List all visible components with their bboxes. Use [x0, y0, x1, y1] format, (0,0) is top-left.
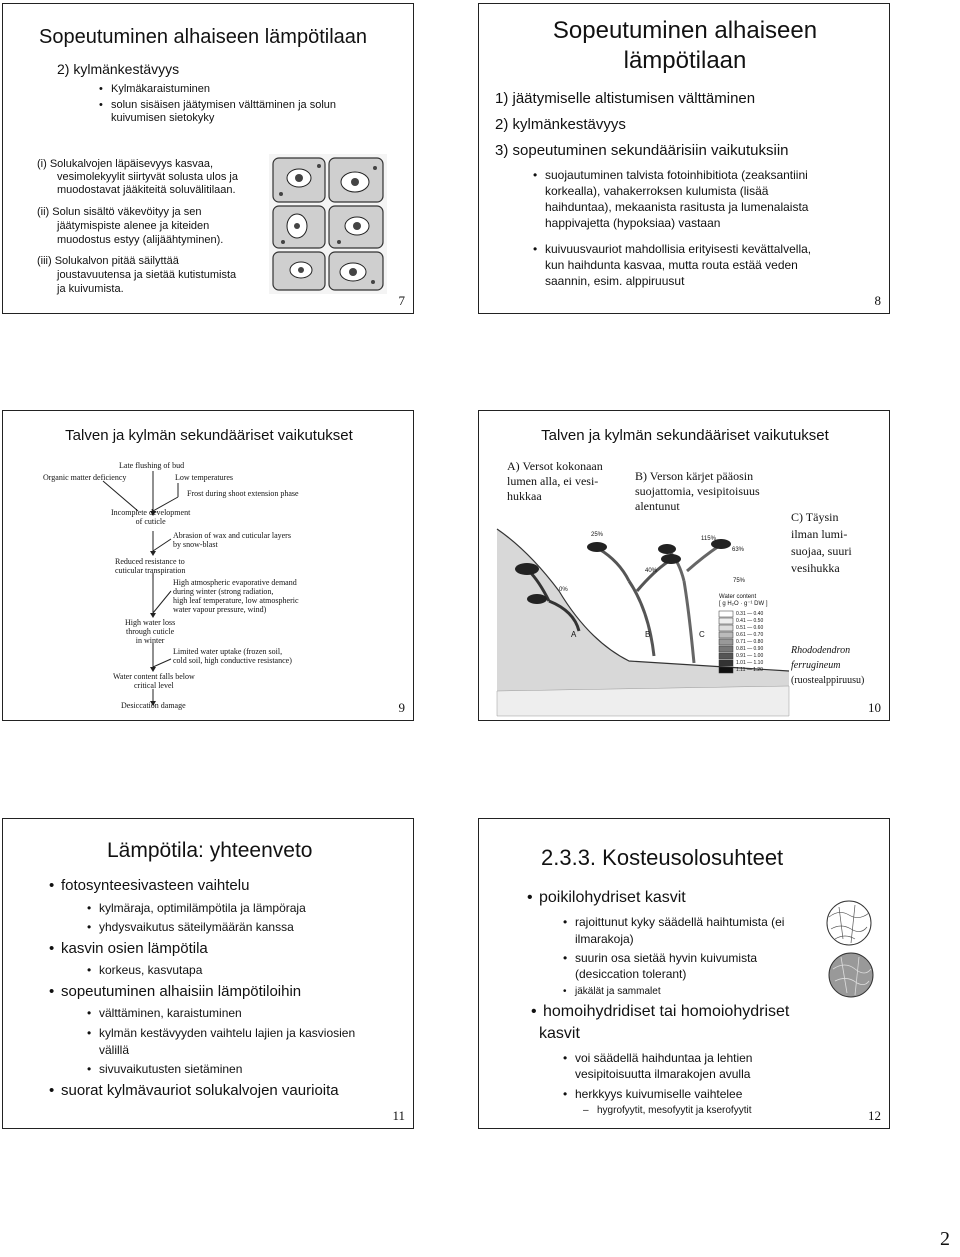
slide-12 [478, 818, 890, 1129]
slide-number: 9 [398, 700, 405, 715]
sub-bullet: • kylmän kestävyyden vaihtelu lajien ja kasviosien [99, 1026, 355, 1040]
flow-node [113, 672, 195, 690]
slide-number: 8 [874, 293, 881, 308]
item-ii: (ii) Solun sisältö väkevöityy ja sen [37, 206, 202, 218]
sub-bullet: • jäkälät ja sammalet [575, 986, 661, 997]
slide-7 [2, 3, 414, 314]
dash-item: – hygrofyytit, mesofyytit ja kserofyytit [597, 1105, 752, 1116]
flow-line: in winter [135, 636, 165, 645]
lichen-illustration [815, 899, 883, 1001]
bullet-cont: happivajetta (hypoksiaa) vastaan [545, 216, 721, 230]
bullet-cont: saannin, esim. alppiruusut [545, 274, 685, 288]
flow-node [115, 557, 185, 575]
pct-label: 75% [733, 578, 746, 584]
flow-line: cuticular transpiration [115, 566, 186, 575]
item-iii-cont: joustavuutensa ja sietää kutistumista [57, 269, 237, 281]
species-genus: Rhododendron [791, 645, 851, 656]
sub-bullet-cont: (desiccation tolerant) [575, 967, 687, 981]
sub-bullet: • kylmäraja, optimilämpötila ja lämpöraja [99, 901, 306, 915]
flow-line: Abrasion of wax and cuticular layers [173, 531, 291, 540]
legend-entry: 0.41 — 0.50 [736, 618, 764, 624]
list-item: 2) kylmänkestävyys [495, 116, 626, 133]
flow-node [125, 618, 175, 645]
sub-bullet: • yhdysvaikutus säteilymäärän kanssa [99, 920, 294, 934]
legend-title-line: Water content [719, 594, 757, 600]
slide-9 [2, 410, 414, 721]
species-epithet: ferrugineum [791, 660, 841, 671]
bullet: • suorat kylmävauriot solukalvojen vaurioita [61, 1082, 339, 1099]
slide-title: Talven ja kylmän sekundääriset vaikutukset [541, 427, 829, 444]
sub-bullet: • sivuvaikutusten sietäminen [99, 1062, 242, 1076]
flow-line: water vapour pressure, wind) [173, 605, 267, 614]
legend-title [719, 594, 768, 608]
flow-line: Incomplete development [111, 508, 191, 517]
flow-line: Limited water uptake (frozen soil, [173, 647, 283, 656]
flow-node [173, 531, 291, 549]
bullet: • solun sisäisen jäätymisen välttäminen ja solun [111, 99, 336, 111]
slide-number: 12 [868, 1108, 881, 1123]
flow-node [173, 578, 299, 614]
bullet: • kasvin osien lämpötila [61, 940, 208, 957]
slide-title-line: lämpötilaan [623, 47, 747, 74]
slide-title: 2.3.3. Kosteusolosuhteet [541, 845, 784, 870]
flow-node: Frost during shoot extension phase [187, 489, 299, 498]
flow-node [111, 508, 190, 526]
slide-title: Sopeutuminen alhaiseen lämpötilaan [39, 26, 368, 48]
label-b [635, 469, 760, 514]
sub-bullet: • korkeus, kasvutapa [99, 963, 202, 977]
item-iii-cont: ja kuivumista. [57, 283, 124, 295]
flow-node [173, 647, 292, 665]
slide-title [479, 16, 890, 76]
item-i-cont: muodostavat jääkiteitä soluvälitilaan. [57, 184, 236, 196]
plant-letter: A [571, 630, 577, 639]
label-line: alentunut [635, 499, 680, 513]
label-line: hukkaa [507, 489, 542, 503]
bullet: • suojautuminen talvista fotoinhibitiota (zeaksantiini [545, 168, 808, 182]
flow-line: critical level [134, 681, 174, 690]
label-line: vesihukka [791, 561, 840, 575]
species-label [791, 643, 864, 688]
item-ii-cont: muodostus estyy (alijäähtyminen). [57, 234, 224, 246]
flow-line: Water content falls below [113, 672, 195, 681]
legend-entry: 0.51 — 0.60 [736, 625, 764, 631]
legend-entry: 1.01 — 1.10 [736, 660, 764, 666]
subtitle: 2) kylmänkestävyys [57, 61, 180, 77]
sub-bullet: • herkkyys kuivumiselle vaihtelee [575, 1087, 742, 1101]
label-line: suojaa, suuri [791, 544, 852, 558]
sub-bullet-cont: vesipitoisuutta ilmarakojen avulla [575, 1067, 751, 1081]
bullet: • fotosynteesivasteen vaihtelu [61, 877, 249, 894]
bullet-cont: kun haihdunta kasvaa, mutta routa estää veden [545, 258, 798, 272]
flow-line: of cuticle [135, 517, 166, 526]
legend-entry: 0.71 — 0.80 [736, 639, 764, 645]
slide-title-line: Sopeutuminen alhaiseen [552, 17, 818, 44]
bullet: • poikilohydriset kasvit [539, 889, 686, 907]
slide-title: Talven ja kylmän sekundääriset vaikutukset [65, 427, 353, 444]
bullet-cont: korkealla), vahakerroksen kulumista (lisää [545, 184, 769, 198]
pct-label: 63% [732, 547, 745, 553]
label-line: ilman lumi- [791, 527, 848, 541]
pct-label: 25% [591, 532, 604, 538]
flow-node: Late flushing of bud [119, 461, 185, 470]
slide-number: 11 [392, 1108, 405, 1123]
label-line: C) Täysin [791, 510, 839, 524]
label-line: A) Versot kokonaan [507, 459, 603, 473]
legend-entry: 0.61 — 0.70 [736, 632, 764, 638]
species-common: (ruostealppiruusu) [791, 675, 865, 686]
pct-label: 0% [559, 587, 568, 593]
pct-label: 40% [645, 568, 658, 574]
list-item: 1) jäätymiselle altistumisen välttäminen [495, 90, 756, 107]
pct-label: 115% [701, 536, 716, 542]
flow-line: during winter (strong radiation, [173, 587, 274, 596]
legend-labels [736, 611, 763, 674]
sub-bullet: • rajoittunut kyky säädellä haihtumista (ei [575, 915, 784, 929]
bullet-cont: kasvit [539, 1025, 580, 1042]
page-number: 2 [940, 1228, 950, 1250]
flow-line: by snow-blast [173, 540, 218, 549]
cell-micrograph-illustration [269, 154, 387, 294]
item-i: (i) Solukalvojen läpäisevyys kasvaa, [37, 158, 214, 170]
label-line: lumen alla, ei vesi- [507, 474, 599, 488]
item-iii: (iii) Solukalvon pitää säilyttää [37, 255, 179, 267]
label-c [791, 509, 852, 577]
list-item: 3) sopeutuminen sekundäärisiin vaikutuksiin [495, 142, 789, 159]
legend-entry: 0.91 — 1.00 [736, 653, 764, 659]
flow-node: Organic matter deficiency [43, 473, 127, 482]
sub-bullet-cont: välillä [99, 1043, 130, 1057]
item-ii-cont: jäätymispiste alenee ja kiteiden [57, 220, 210, 232]
sub-bullet: • voi säädellä haihduntaa ja lehtien [575, 1051, 752, 1065]
flow-line: High water loss [125, 618, 176, 627]
bullet: • sopeutuminen alhaisiin lämpötiloihin [61, 983, 301, 1000]
legend-unit: [ g H₂O · g⁻¹ DW ] [719, 601, 768, 607]
plant-letter: B [645, 630, 651, 639]
slide-title: Lämpötila: yhteenveto [107, 839, 313, 862]
slide-number: 10 [868, 700, 881, 715]
slide-8 [478, 3, 890, 314]
item-i-cont: vesimolekyylit siirtyvät solusta ulos ja [57, 171, 238, 183]
bullet: • Kylmäkaraistuminen [111, 83, 210, 95]
label-line: B) Verson kärjet pääosin [635, 469, 754, 483]
sub-bullet: • välttäminen, karaistuminen [99, 1006, 242, 1020]
flow-line: cold soil, high conductive resistance) [173, 656, 292, 665]
bullet-cont: haihduntaa), mekaanista rasitusta ja lumenalaista [545, 200, 809, 214]
label-line: suojattomia, vesipitoisuus [635, 484, 760, 498]
bullet: • homoihydridiset tai homoiohydriset [543, 1003, 789, 1021]
sub-bullet-cont: ilmarakoja) [575, 932, 634, 946]
flow-line: Reduced resistance to [115, 557, 185, 566]
slide-number: 7 [398, 293, 405, 308]
flow-node: Desiccation damage [121, 701, 186, 710]
bullet-cont: kuivumisen sietokyky [111, 112, 215, 124]
legend-entry: 0.81 — 0.90 [736, 646, 764, 652]
legend-entry: 0.31 — 0.40 [736, 611, 764, 617]
flow-line: high leaf temperature, low atmospheric [173, 596, 299, 605]
label-a [507, 459, 603, 504]
flow-line: through cuticle [126, 627, 175, 636]
flow-node: Low temperatures [175, 473, 233, 482]
slide-10 [478, 410, 890, 721]
legend-entry: 1.11 — 1.20 [736, 667, 763, 673]
sub-bullet: • suurin osa sietää hyvin kuivumista [575, 951, 757, 965]
plant-letter: C [699, 630, 705, 639]
flow-line: High atmospheric evaporative demand [173, 578, 297, 587]
flowchart-arrows [3, 411, 414, 721]
bullet: • kuivuusvauriot mahdollisia erityisesti kevättalvella, [545, 242, 811, 256]
slide-11 [2, 818, 414, 1129]
